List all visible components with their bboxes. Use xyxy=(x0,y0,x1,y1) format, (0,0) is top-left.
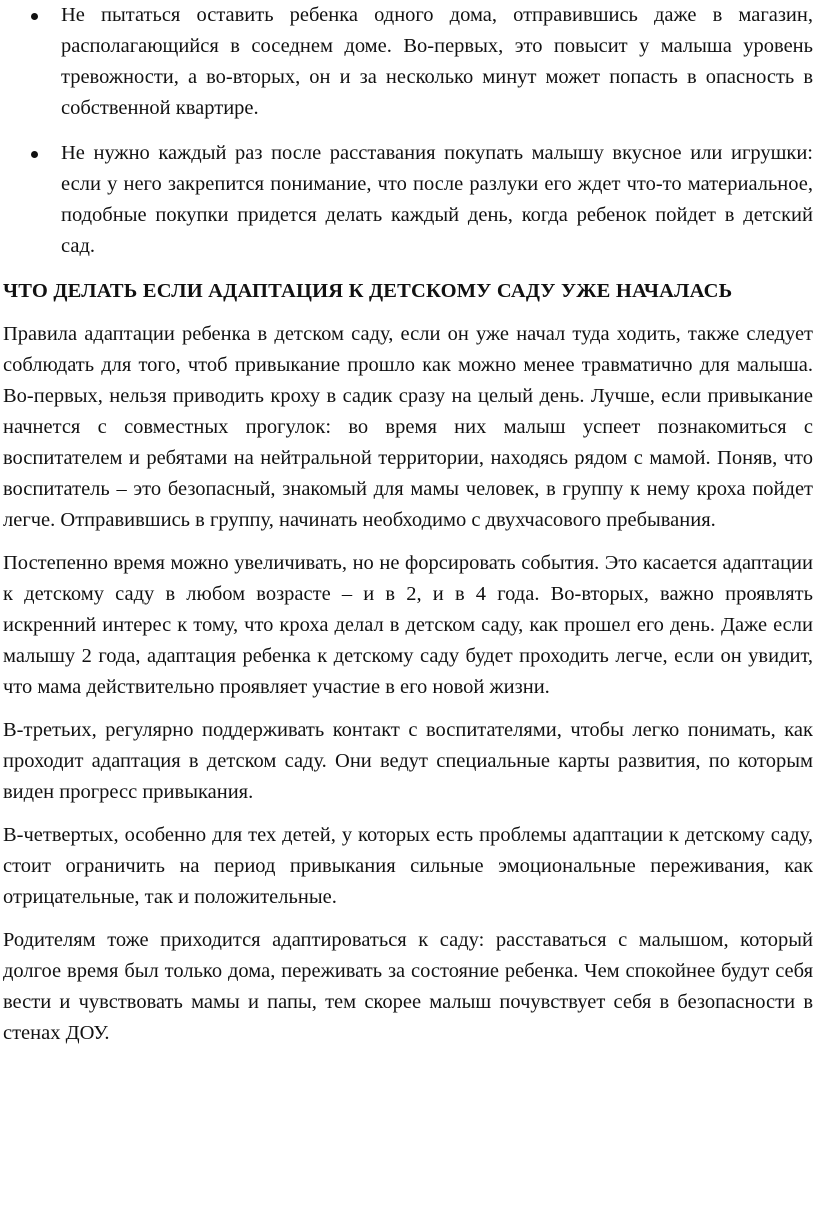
list-item xyxy=(3,138,813,262)
paragraph: В-четвертых, особенно для тех детей, у которых есть проблемы адаптации к детскому саду, стоит ограничить на период привыкания сильные эмоциональные переживания, как отрицательные, так и положительные. xyxy=(3,824,813,908)
paragraph: Родителям тоже приходится адаптироваться к саду: расставаться с малышом, который долгое время был только дома, переживать за состояние ребенка. Чем спокойнее будут себя вести и чувствовать мамы и папы, тем скорее малыш почувствует себя в безопасности в стенах ДОУ. xyxy=(3,929,813,1044)
paragraph: Постепенно время можно увеличивать, но не форсировать события. Это касается адаптации к детскому саду в любом возрасте – и в 2, и в 4 года. Во-вторых, важно проявлять искренний интерес к тому, что кроха делал в детском саду, как прошел его день. Даже если малышу 2 года, адаптация ребенка к детскому саду будет проходить легче, если он увидит, что мама действительно проявляет участие в его новой жизни. xyxy=(3,552,813,698)
section-heading: ЧТО ДЕЛАТЬ ЕСЛИ АДАПТАЦИЯ К ДЕТСКОМУ САДУ УЖЕ НАЧАЛАСЬ xyxy=(3,280,733,302)
bullet-list xyxy=(3,0,813,262)
bullet-icon xyxy=(31,151,38,158)
bullet-text: Не нужно каждый раз после расставания покупать малышу вкусное или игрушки: если у него закрепится понимание, что после разлуки его ждет что-то материальное, подобные покупки придется делать каждый день, когда ребенок пойдет в детский сад. xyxy=(61,142,813,257)
paragraph: Правила адаптации ребенка в детском саду, если он уже начал туда ходить, также следует соблюдать для того, чтоб привыкание прошло как можно менее травматично для малыша. Во-первых, нельзя приводить кроху в садик сразу на целый день. Лучше, если привыкание начнется с совместных прогулок: во время них малыш успеет познакомиться с воспитателем и ребятами на нейтральной территории, находясь рядом с мамой. Поняв, что воспитатель – это безопасный, знакомый для мамы человек, в группу к нему кроха пойдет легче. Отправившись в группу, начинать необходимо с двухчасового пребывания. xyxy=(3,323,813,531)
bullet-icon xyxy=(31,13,38,20)
bullet-text: Не пытаться оставить ребенка одного дома, отправившись даже в магазин, располагающийся в соседнем доме. Во-первых, это повысит у малыша уровень тревожности, а во-вторых, он и за несколько минут может попасть в опасность в собственной квартире. xyxy=(61,4,813,119)
list-item xyxy=(3,0,813,124)
paragraph: В-третьих, регулярно поддерживать контакт с воспитателями, чтобы легко понимать, как проходит адаптация в детском саду. Они ведут специальные карты развития, по которым виден прогресс привыкания. xyxy=(3,719,813,803)
